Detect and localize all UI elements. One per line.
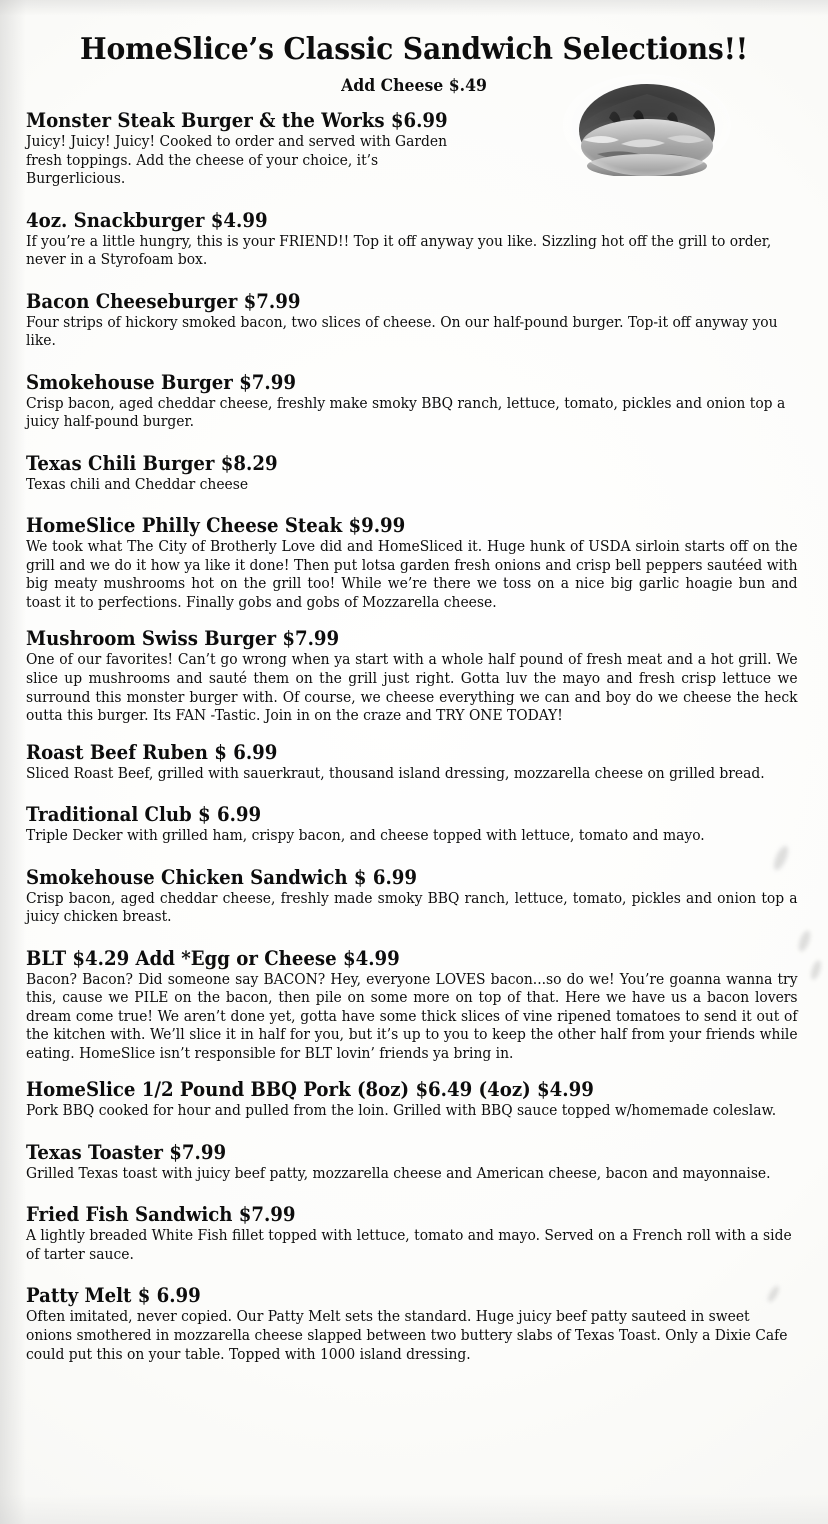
menu-item-description: Sliced Roast Beef, grilled with sauerkraut, thousand island dressing, mozzarella cheese on grilled bread.	[26, 764, 765, 782]
menu-item	[26, 1284, 798, 1364]
menu-item-name: Smokehouse Chicken Sandwich $ 6.99	[26, 865, 418, 889]
menu-item-description: Crisp bacon, aged cheddar cheese, freshly make smoky BBQ ranch, lettuce, tomato, pickles and onion top a juicy half-pound burger.	[26, 394, 786, 431]
menu-item-description: Triple Decker with grilled ham, crispy bacon, and cheese topped with lettuce, tomato and mayo.	[26, 827, 705, 845]
menu-item-description: Four strips of hickory smoked bacon, two slices of cheese. On our half-pound burger. Top-it off anyway you like.	[26, 313, 778, 350]
menu-item-name: Mushroom Swiss Burger $7.99	[26, 627, 340, 651]
menu-item-name: Smokehouse Burger $7.99	[26, 370, 296, 394]
menu-item-name: HomeSlice 1/2 Pound BBQ Pork (8oz) $6.49 (4oz) $4.99	[26, 1078, 594, 1102]
menu-item	[26, 947, 798, 1064]
menu-item-description: Juicy! Juicy! Juicy! Cooked to order and served with Garden fresh toppings. Add the cheese of your choice, it’s Burgerlicious.	[26, 133, 448, 188]
menu-item-description: One of our favorites! Can’t go wrong when ya start with a whole half pound of fresh meat and a hot grill. We slice up mushrooms and sauté them on the grill just right. Gotta luv the mayo and fresh crisp lettuce we surround this monster burger with. Of course, we cheese everything we can and boy do we cheese the heck outta this burger. Its FAN -Tastic. Join in on the craze and TRY ONE TODAY!	[26, 651, 798, 725]
menu-item-name: 4oz. Snackburger $4.99	[26, 208, 268, 232]
menu-item	[26, 866, 798, 927]
menu-item-description: Grilled Texas toast with juicy beef patty, mozzarella cheese and American cheese, bacon and mayonnaise.	[26, 1164, 771, 1182]
menu-item	[26, 1141, 798, 1184]
menu-item-name: BLT $4.29 Add *Egg or Cheese $4.99	[26, 946, 400, 970]
menu-item-description: Often imitated, never copied. Our Patty Melt sets the standard. Huge juicy beef patty sauteed in sweet onions smothered in mozzarella cheese slapped between two buttery slabs of Texas Toast. Only a Dixie Cafe could put this on your table. Topped with 1000 island dressing.	[26, 1308, 788, 1363]
menu-item	[26, 1203, 798, 1264]
menu-item	[26, 452, 798, 495]
menu-item-name: Patty Melt $ 6.99	[26, 1284, 201, 1308]
menu-item-name: Texas Toaster $7.99	[26, 1140, 227, 1164]
menu-item-name: Roast Beef Ruben $ 6.99	[26, 740, 278, 764]
menu-item-name: Traditional Club $ 6.99	[26, 803, 262, 827]
menu-item	[26, 803, 798, 846]
add-cheese-note: Add Cheese $.49	[341, 76, 487, 95]
menu-item-description: We took what The City of Brotherly Love did and HomeSliced it. Huge hunk of USDA sirloin starts off on the grill and we do it how ya like it done! Then put lotsa garden fresh onions and crisp bell peppers sautéed with big meaty mushrooms hot on the grill too! While we’re there we toss on a nice big garlic hoagie bun and toast it to perfections. Finally gobs and gobs of Mozzarella cheese.	[26, 538, 798, 611]
menu-item-name: HomeSlice Philly Cheese Steak $9.99	[26, 514, 406, 538]
menu-item-name: Monster Steak Burger & the Works $6.99	[26, 109, 448, 132]
menu-item	[26, 209, 798, 270]
menu-item-description: Crisp bacon, aged cheddar cheese, freshly made smoky BBQ ranch, lettuce, tomato, pickles and onion top a juicy chicken breast.	[26, 889, 798, 926]
menu-item-description: If you’re a little hungry, this is your FRIEND!! Top it off anyway you like. Sizzling hot off the grill to order, never in a Styrofoam box.	[26, 232, 772, 269]
menu-item-name: Fried Fish Sandwich $7.99	[26, 1203, 296, 1227]
menu-item-name: Texas Chili Burger $8.29	[26, 451, 278, 475]
menu-item	[26, 741, 798, 784]
menu-item-name: Bacon Cheeseburger $7.99	[26, 289, 301, 313]
menu-item-description: A lightly breaded White Fish fillet topped with lettuce, tomato and mayo. Served on a French roll with a side of tarter sauce.	[26, 1227, 792, 1263]
menu-item-description: Bacon? Bacon? Did someone say BACON? Hey, everyone LOVES bacon...so do we! You’re goanna wanna try this, cause we PILE on the bacon, then pile on some more on top of that. Here we have us a bacon lovers dream come true! We aren’t done yet, gotta have some thick slices of vine ripened tomatoes to send it out of the kitchen with. We’ll slice it in half for you, but it’s up to you to keep the other half from your friends while eating. HomeSlice isn’t responsible for BLT lovin’ friends ya bring in.	[26, 970, 798, 1062]
menu-item-description: Texas chili and Cheddar cheese	[26, 475, 249, 493]
menu-item	[26, 627, 798, 725]
menu-item	[26, 371, 798, 432]
page-title: HomeSlice’s Classic Sandwich Selections!!	[80, 32, 748, 67]
menu-item	[26, 514, 798, 612]
burger-photo	[563, 74, 731, 176]
menu-items-list	[0, 95, 828, 1364]
menu-item	[26, 290, 798, 351]
menu-item	[26, 1078, 798, 1121]
menu-item-description: Pork BBQ cooked for hour and pulled from the loin. Grilled with BBQ sauce topped w/homemade coleslaw.	[26, 1102, 777, 1120]
